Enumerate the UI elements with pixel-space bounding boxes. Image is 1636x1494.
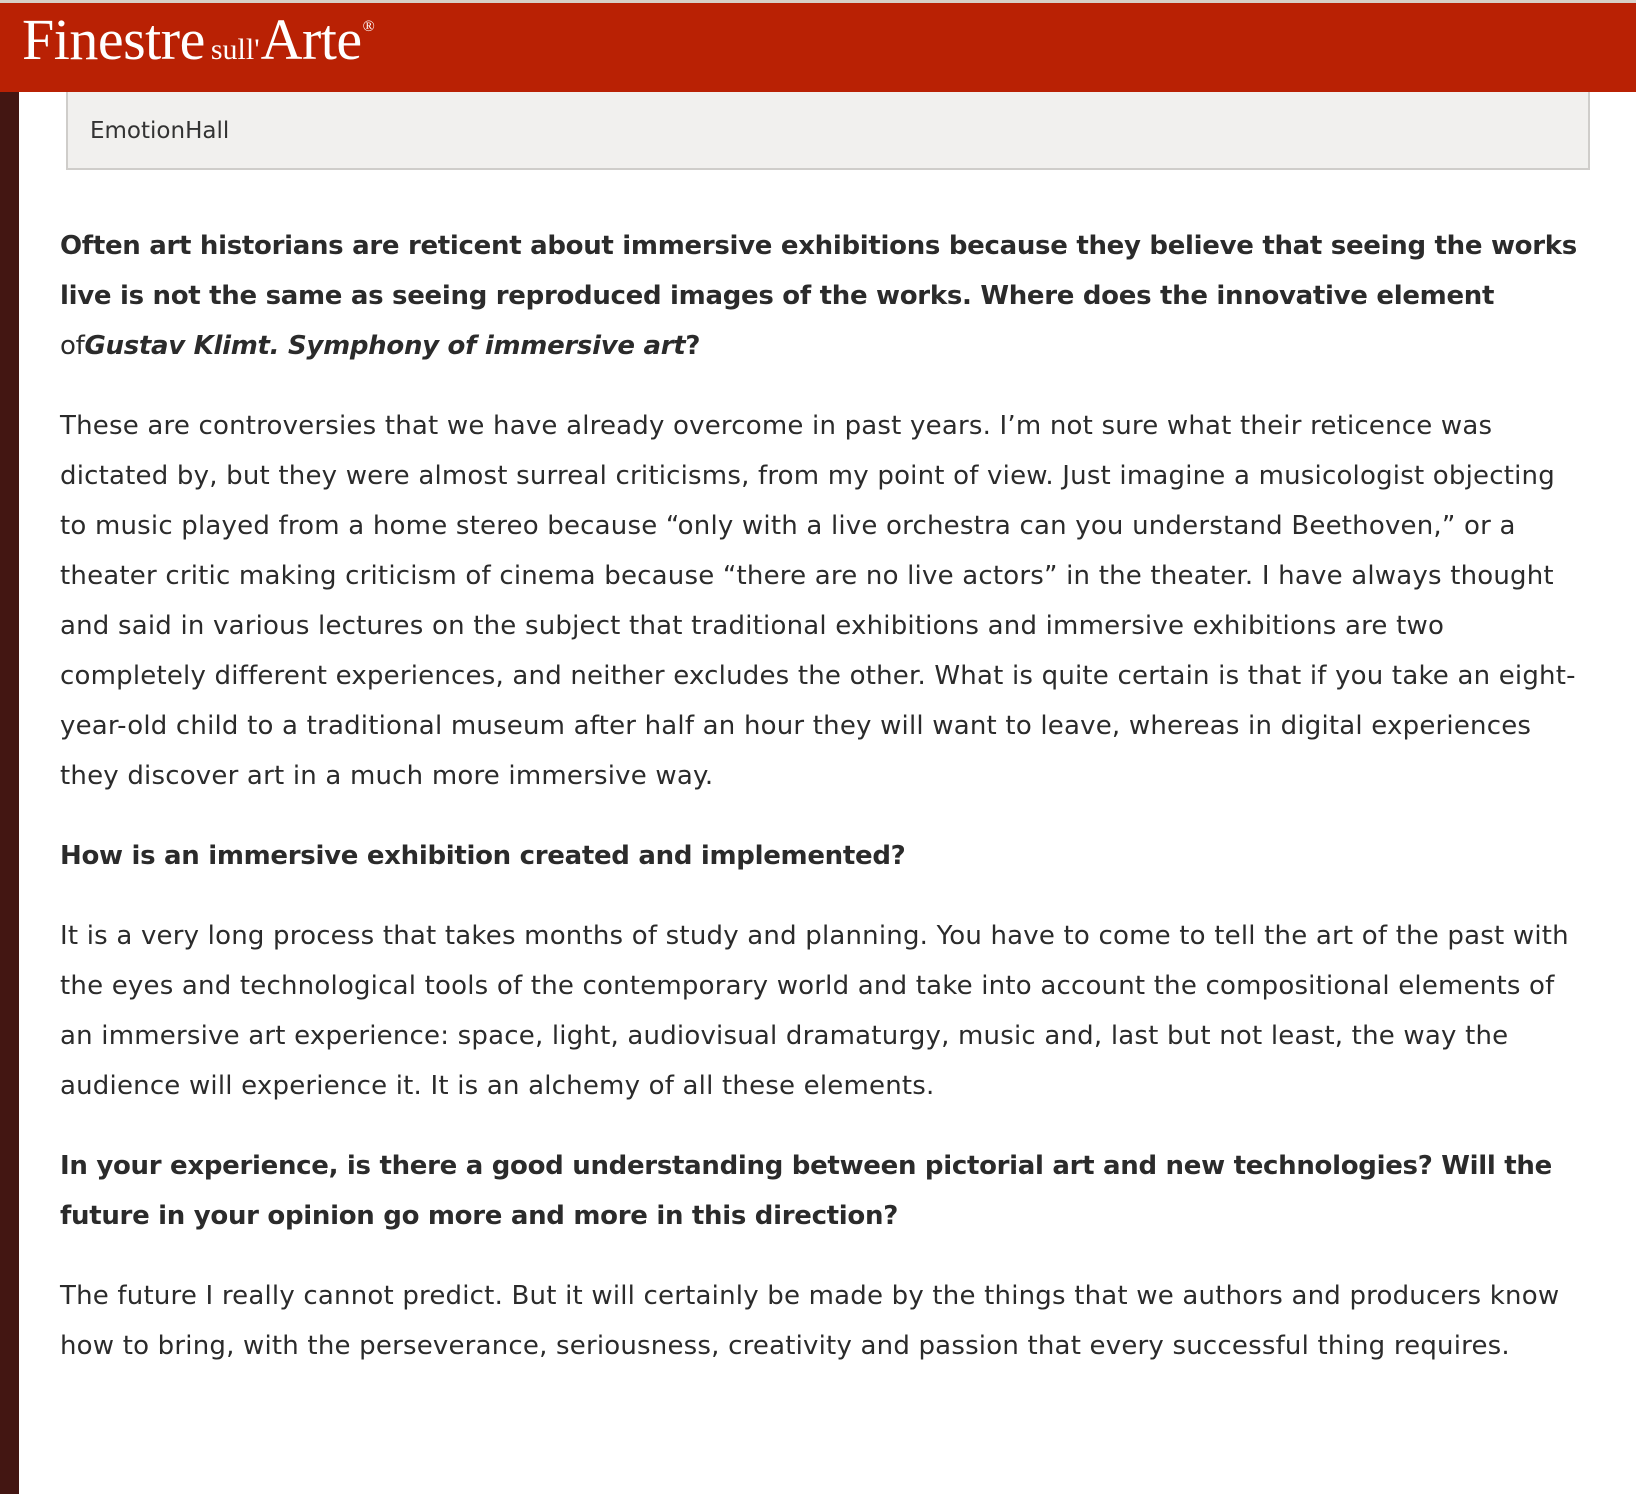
image-caption: EmotionHall (66, 92, 1590, 170)
site-header (0, 0, 1636, 92)
question-1-text: Often art historians are reticent about immersive exhibitions because they believe that seeing the works live is not the same as seeing reproduced images of the works. Where does the innovative element (60, 231, 1577, 311)
logo-sull: sull' (210, 33, 260, 66)
question-2: How is an immersive exhibition created and implemented? (60, 841, 906, 871)
site-logo[interactable] (22, 7, 375, 72)
logo-finestre: Finestre (22, 7, 205, 72)
question-3: In your experience, is there a good understanding between pictorial art and new technologies? Will the future in your opinion go more and more in this direction? (60, 1151, 1552, 1231)
registered-mark: ® (362, 18, 375, 35)
question-1-of: of (60, 331, 85, 361)
logo-arte: Arte (260, 7, 362, 72)
answer-2: It is a very long process that takes months of study and planning. You have to come to tell the art of the past with the eyes and technological tools of the contemporary world and take into account the compositional elements of an immersive art experience: space, light, audiovisual dramaturgy, music and, last but not least, the way the audience will experience it. It is an alchemy of all these elements. (60, 921, 1569, 1101)
left-accent-bar (0, 92, 19, 1494)
article-body (60, 221, 1580, 1401)
answer-3: The future I really cannot predict. But it will certainly be made by the things that we authors and producers know how to bring, with the perseverance, seriousness, creativity and passion that every successful thing requires. (60, 1281, 1560, 1361)
answer-1: These are controversies that we have already overcome in past years. I’m not sure what their reticence was dictated by, but they were almost surreal criticisms, from my point of view. Just imagine a musicologist objecting to music played from a home stereo because “only with a live orchestra can you understand Beethoven,” or a theater critic making criticism of cinema because “there are no live actors” in the theater. I have always thought and said in various lectures on the subject that traditional exhibitions and immersive exhibitions are two completely different experiences, and neither excludes the other. What is quite certain is that if you take an eight-year-old child to a traditional museum after half an hour they will want to leave, whereas in digital experiences they discover art in a much more immersive way. (60, 411, 1576, 791)
exhibition-title: Gustav Klimt. Symphony of immersive art (84, 331, 686, 361)
question-1 (60, 221, 1580, 371)
question-1-end: ? (685, 331, 701, 361)
